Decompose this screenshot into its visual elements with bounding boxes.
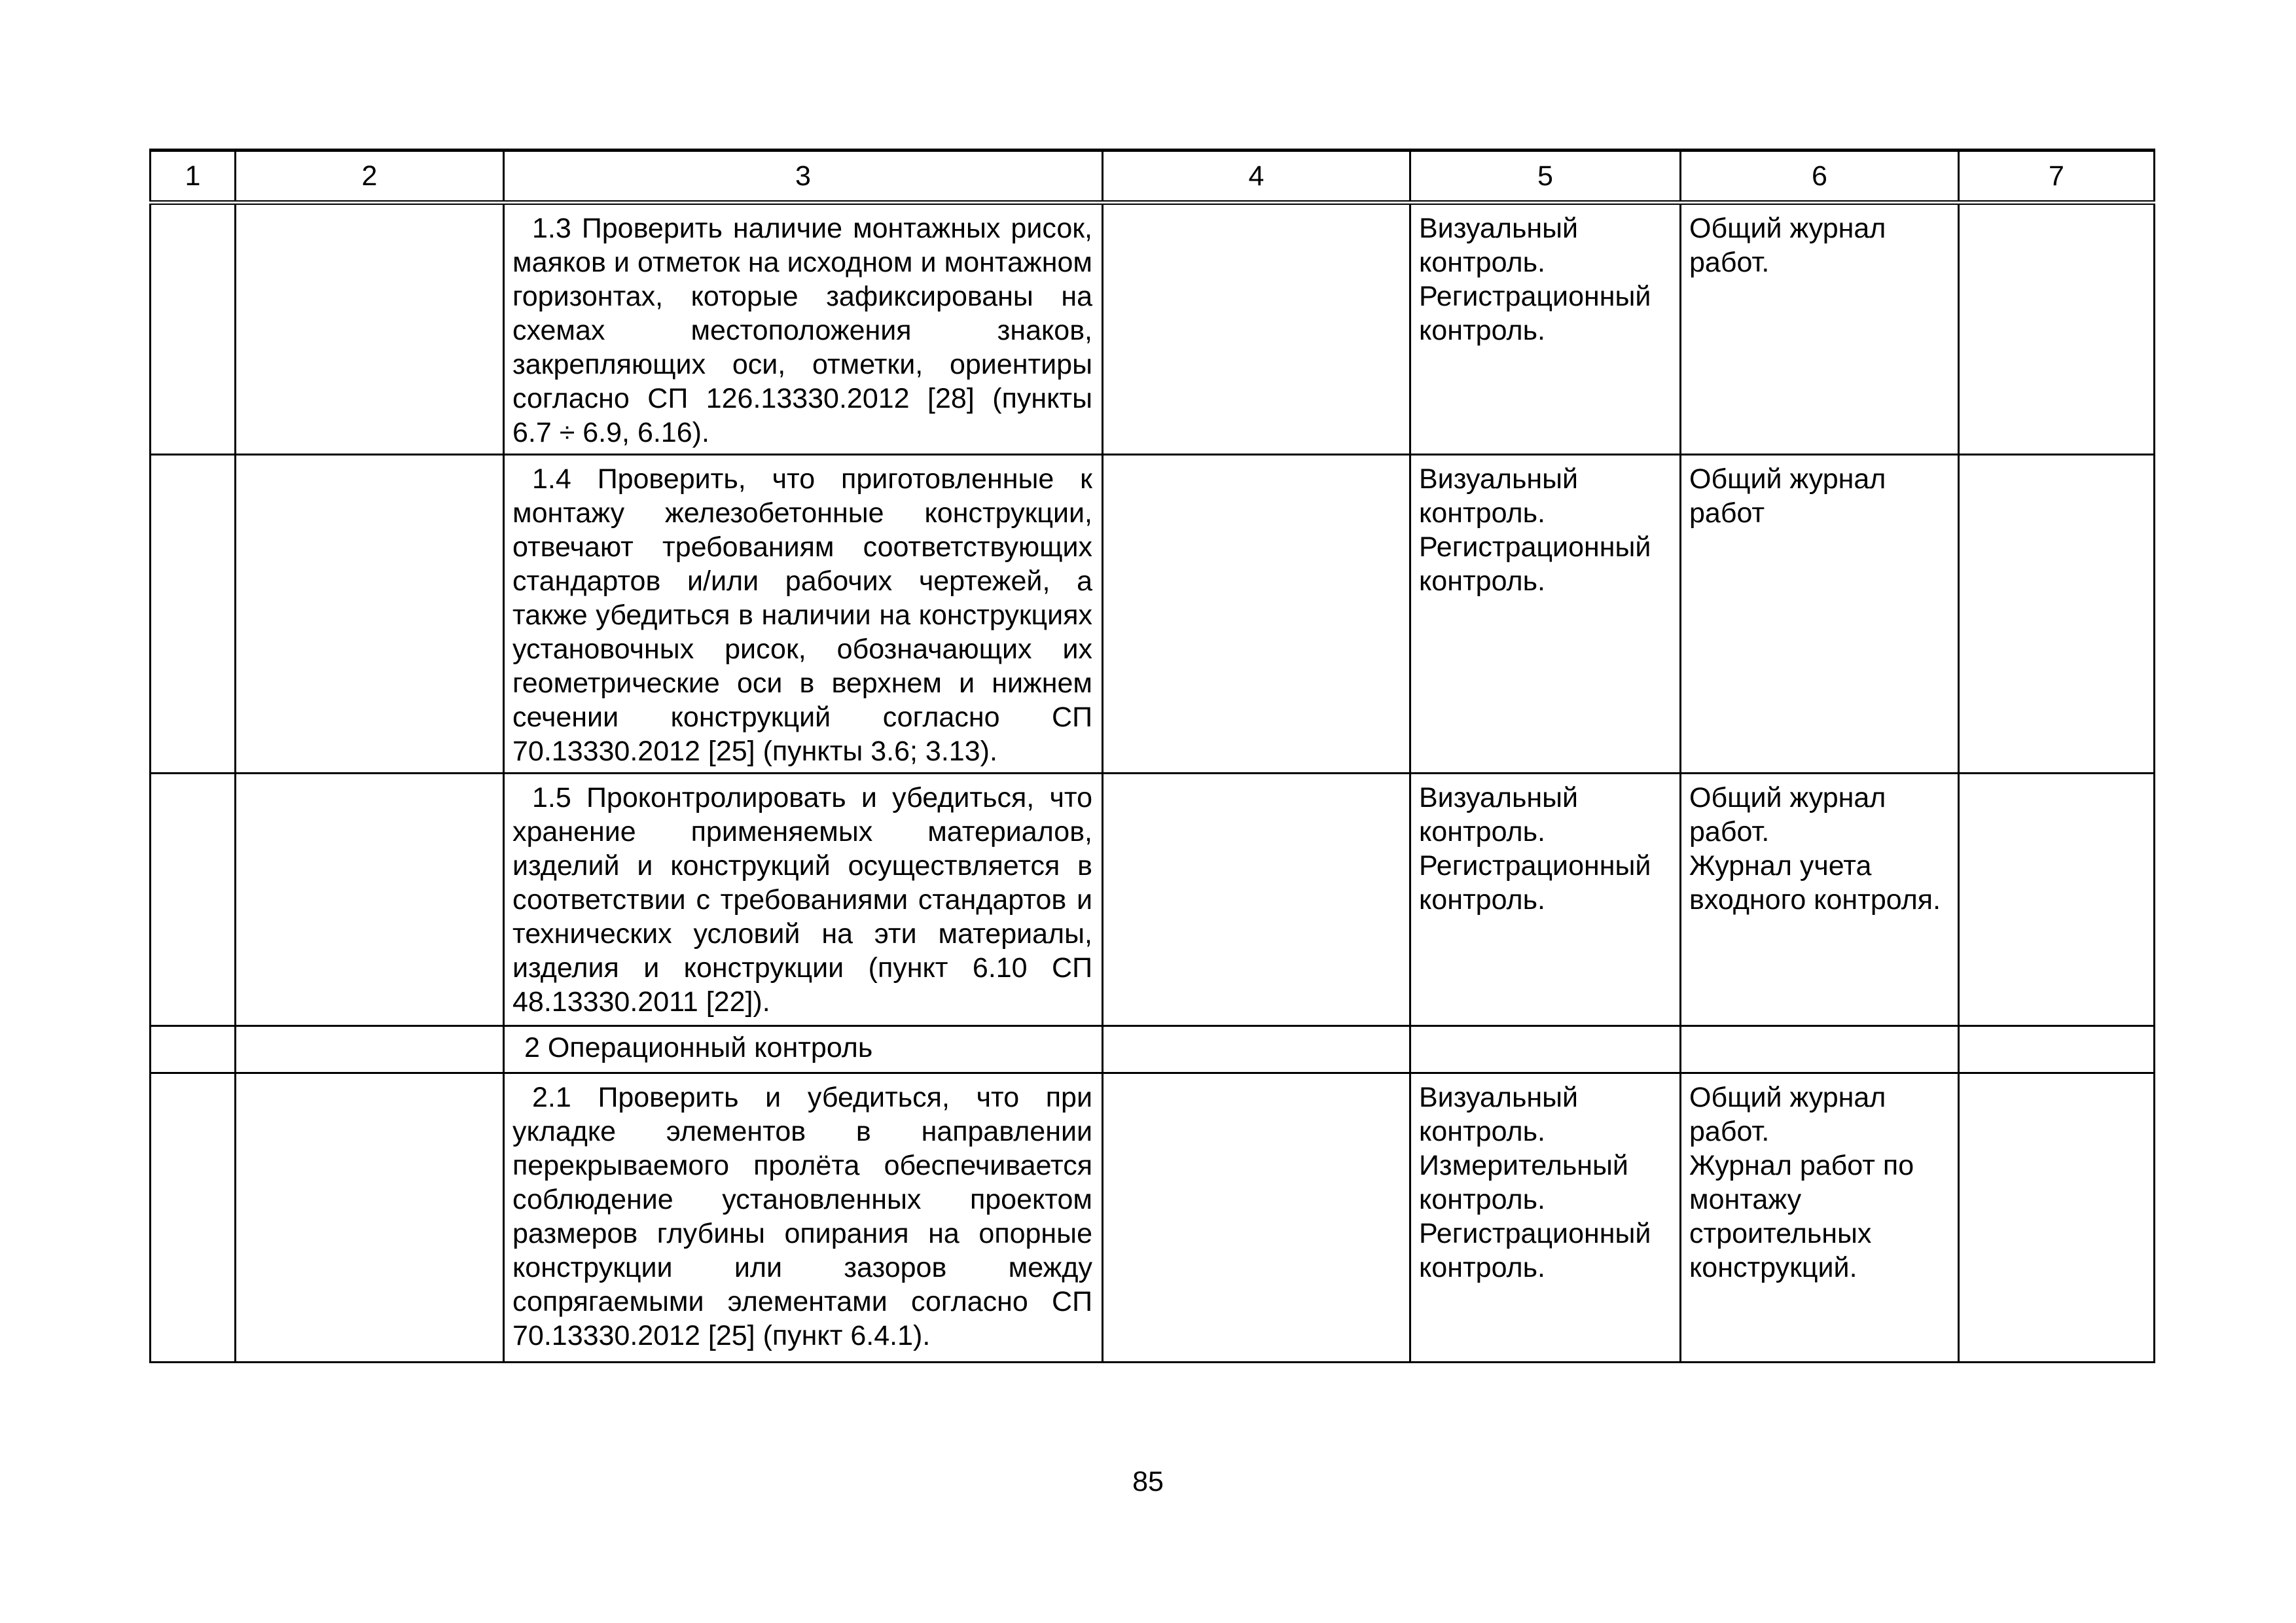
header-col-3: 3 bbox=[504, 151, 1103, 203]
control-table bbox=[149, 149, 2155, 1363]
header-col-1: 1 bbox=[151, 151, 236, 203]
cell-col-2 bbox=[236, 1026, 504, 1073]
cell-document bbox=[1681, 774, 1959, 1026]
cell-control-type bbox=[1410, 1073, 1681, 1363]
control-type-text: Визуальный контроль. Регистрационный контроль. bbox=[1419, 782, 1651, 916]
document-text: Общий журнал работ bbox=[1689, 463, 1886, 529]
cell-col-7 bbox=[1959, 203, 2155, 455]
requirement-text: 2.1 Проверить и убедиться, что при укладке элементов в направлении перекрываемого пролёта обеспечивается соблюдение установленных проектом размеров глубины опирания на опорные конструкции или зазоров между сопрягаемыми элементами согласно СП 70.13330.2012 [25] (пункт 6.4.1). bbox=[512, 1082, 1092, 1351]
cell-col-7 bbox=[1959, 774, 2155, 1026]
cell-col-2 bbox=[236, 455, 504, 774]
control-type-text: Визуальный контроль. Регистрационный контроль. bbox=[1419, 463, 1651, 597]
cell-col-4 bbox=[1103, 1073, 1410, 1363]
cell-col-2 bbox=[236, 774, 504, 1026]
cell-col-1 bbox=[151, 203, 236, 455]
cell-section-title bbox=[504, 1026, 1103, 1073]
section-row bbox=[151, 1026, 2155, 1073]
cell-requirement bbox=[504, 203, 1103, 455]
cell-requirement bbox=[504, 1073, 1103, 1363]
table-row bbox=[151, 774, 2155, 1026]
cell-control-type bbox=[1410, 455, 1681, 774]
cell-col-5 bbox=[1410, 1026, 1681, 1073]
document-text: Общий журнал работ. Журнал учета входного контроля. bbox=[1689, 782, 1941, 916]
cell-col-1 bbox=[151, 1026, 236, 1073]
cell-col-1 bbox=[151, 455, 236, 774]
cell-requirement bbox=[504, 455, 1103, 774]
control-type-text: Визуальный контроль. Измерительный контроль. Регистрационный контроль. bbox=[1419, 1082, 1651, 1283]
control-type-text: Визуальный контроль. Регистрационный контроль. bbox=[1419, 213, 1651, 346]
table-body bbox=[151, 203, 2155, 1363]
cell-col-4 bbox=[1103, 203, 1410, 455]
document-text: Общий журнал работ. bbox=[1689, 213, 1886, 278]
header-col-7: 7 bbox=[1959, 151, 2155, 203]
requirement-text: 1.3 Проверить наличие монтажных рисок, маяков и отметок на исходном и монтажном горизонтах, которые зафиксированы на схемах местоположения знаков, закрепляющих оси, отметки, ориентиры согласно СП 126.13330.2012 [28] (пункты 6.7 ÷ 6.9, 6.16). bbox=[512, 213, 1092, 448]
table-header bbox=[151, 151, 2155, 203]
cell-control-type bbox=[1410, 774, 1681, 1026]
cell-col-4 bbox=[1103, 1026, 1410, 1073]
header-col-5: 5 bbox=[1410, 151, 1681, 203]
document-text: Общий журнал работ. Журнал работ по монтажу строительных конструкций. bbox=[1689, 1082, 1914, 1283]
section-title: 2 Операционный контроль bbox=[524, 1032, 873, 1063]
header-col-2: 2 bbox=[236, 151, 504, 203]
header-col-6: 6 bbox=[1681, 151, 1959, 203]
cell-col-2 bbox=[236, 203, 504, 455]
header-col-4: 4 bbox=[1103, 151, 1410, 203]
cell-col-1 bbox=[151, 774, 236, 1026]
cell-col-7 bbox=[1959, 1026, 2155, 1073]
table-row bbox=[151, 455, 2155, 774]
cell-col-7 bbox=[1959, 455, 2155, 774]
cell-document bbox=[1681, 203, 1959, 455]
page-number: 85 bbox=[1132, 1466, 1164, 1497]
cell-col-1 bbox=[151, 1073, 236, 1363]
cell-control-type bbox=[1410, 203, 1681, 455]
cell-document bbox=[1681, 455, 1959, 774]
cell-col-2 bbox=[236, 1073, 504, 1363]
table-row bbox=[151, 1073, 2155, 1363]
requirement-text: 1.4 Проверить, что приготовленные к монтажу железобетонные конструкции, отвечают требованиям соответствующих стандартов и/или рабочих чертежей, а также убедиться в наличии на конструкциях установочных рисок, обозначающих их геометрические оси в верхнем и нижнем сечении конструкций согласно СП 70.13330.2012 [25] (пункты 3.6; 3.13). bbox=[512, 463, 1092, 767]
cell-col-4 bbox=[1103, 774, 1410, 1026]
cell-requirement bbox=[504, 774, 1103, 1026]
requirement-text: 1.5 Проконтролировать и убедиться, что хранение применяемых материалов, изделий и конструкций осуществляется в соответствии с требованиями стандартов и технических условий на эти материалы, изделия и конструкции (пункт 6.10 СП 48.13330.2011 [22]). bbox=[512, 782, 1092, 1018]
cell-col-4 bbox=[1103, 455, 1410, 774]
table-row bbox=[151, 203, 2155, 455]
header-row bbox=[151, 151, 2155, 203]
cell-col-6 bbox=[1681, 1026, 1959, 1073]
cell-document bbox=[1681, 1073, 1959, 1363]
cell-col-7 bbox=[1959, 1073, 2155, 1363]
